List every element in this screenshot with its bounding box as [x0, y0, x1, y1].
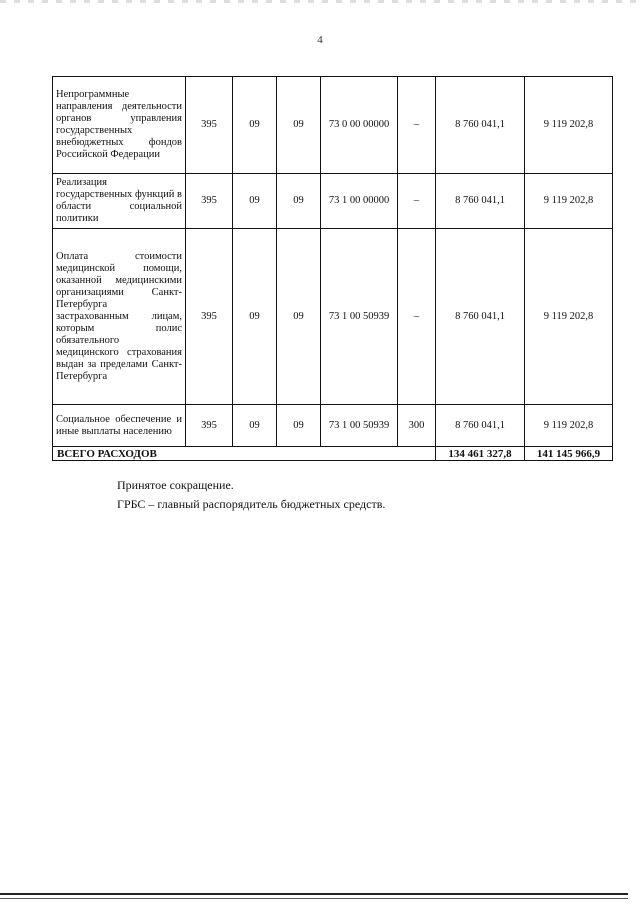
total-label: ВСЕГО РАСХОДОВ [53, 447, 436, 461]
row-section: 09 [233, 229, 277, 405]
table-row [53, 229, 613, 405]
row-name: Социальное обеспечение и иные выплаты населению [53, 405, 186, 447]
row-subsection: 09 [277, 405, 321, 447]
budget-table [52, 76, 613, 461]
row-amount-2: 9 119 202,8 [525, 405, 613, 447]
row-name: Реализация государственных функций в области социальной политики [53, 174, 186, 229]
row-name: Оплата стоимости медицинской помощи, оказанной медицинскими организациями Санкт-Петербурга застрахованным лицам, которым полис обязательного медицинского страхования выдан за пределами Санкт-Петербурга [53, 229, 186, 405]
row-gbs: 395 [186, 77, 233, 174]
total-amount-2: 141 145 966,9 [525, 447, 613, 461]
row-type: – [398, 229, 436, 405]
row-subsection: 09 [277, 229, 321, 405]
row-gbs: 395 [186, 405, 233, 447]
row-subsection: 09 [277, 77, 321, 174]
row-amount-1: 8 760 041,1 [436, 405, 525, 447]
table-row [53, 174, 613, 229]
footnote-line-1: Принятое сокращение. [117, 478, 234, 492]
row-target: 73 1 00 50939 [321, 405, 398, 447]
footnotes [117, 476, 385, 514]
scan-edge-artifact [0, 0, 640, 3]
row-target: 73 1 00 50939 [321, 229, 398, 405]
row-section: 09 [233, 405, 277, 447]
row-amount-2: 9 119 202,8 [525, 229, 613, 405]
row-type: 300 [398, 405, 436, 447]
row-target: 73 1 00 00000 [321, 174, 398, 229]
table-row [53, 77, 613, 174]
footnote-line-2: ГРБС – главный распорядитель бюджетных средств. [117, 497, 386, 511]
row-gbs: 395 [186, 229, 233, 405]
row-name: Непрограммные направления деятельности органов управления государственных внебюджетных фондов Российской Федерации [53, 77, 186, 174]
total-amount-1: 134 461 327,8 [436, 447, 525, 461]
row-section: 09 [233, 77, 277, 174]
row-target: 73 0 00 00000 [321, 77, 398, 174]
bottom-border-line-thin [0, 898, 628, 899]
page-number: 4 [317, 34, 323, 46]
bottom-border-line [0, 893, 628, 895]
row-amount-1: 8 760 041,1 [436, 77, 525, 174]
row-type: – [398, 77, 436, 174]
row-amount-1: 8 760 041,1 [436, 229, 525, 405]
row-section: 09 [233, 174, 277, 229]
row-amount-2: 9 119 202,8 [525, 174, 613, 229]
row-type: – [398, 174, 436, 229]
row-gbs: 395 [186, 174, 233, 229]
total-row [53, 447, 613, 461]
table-row [53, 405, 613, 447]
row-amount-2: 9 119 202,8 [525, 77, 613, 174]
row-amount-1: 8 760 041,1 [436, 174, 525, 229]
row-subsection: 09 [277, 174, 321, 229]
